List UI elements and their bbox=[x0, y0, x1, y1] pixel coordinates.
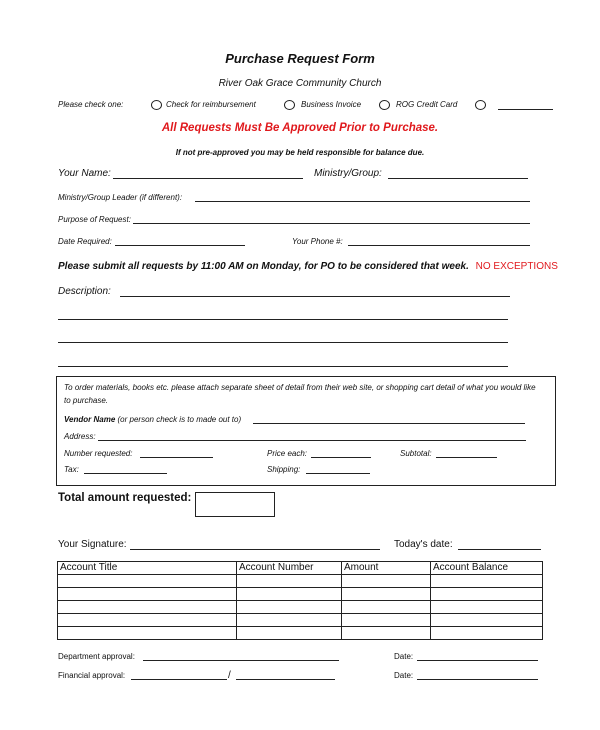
table-cell[interactable] bbox=[58, 614, 237, 627]
department-approval-field[interactable] bbox=[143, 660, 339, 661]
table-cell[interactable] bbox=[342, 575, 431, 588]
table-cell[interactable] bbox=[431, 614, 543, 627]
tax-label: Tax: bbox=[64, 465, 79, 474]
deadline-emphasis: NO EXCEPTIONS bbox=[475, 261, 558, 272]
purpose-label: Purpose of Request: bbox=[58, 215, 131, 224]
your-phone-label: Your Phone #: bbox=[292, 237, 343, 246]
table-cell[interactable] bbox=[342, 614, 431, 627]
table-cell[interactable] bbox=[237, 588, 342, 601]
department-date-label: Date: bbox=[394, 652, 414, 661]
table-cell[interactable] bbox=[58, 627, 237, 640]
table-cell[interactable] bbox=[431, 627, 543, 640]
total-amount-box[interactable] bbox=[195, 492, 275, 517]
vendor-name-bold: Vendor Name bbox=[64, 415, 116, 424]
header-amount: Amount bbox=[342, 562, 431, 575]
radio-credit-card[interactable] bbox=[379, 100, 390, 110]
account-table-header bbox=[58, 562, 543, 575]
financial-approval-separator: / bbox=[228, 670, 231, 681]
table-row bbox=[58, 575, 543, 588]
date-required-label: Date Required: bbox=[58, 237, 112, 246]
financial-approval-field-1[interactable] bbox=[131, 679, 227, 680]
number-requested-field[interactable] bbox=[140, 457, 213, 458]
address-field[interactable] bbox=[98, 440, 526, 441]
vendor-name-rest: (or person check is to made out to) bbox=[115, 415, 242, 424]
description-line-3[interactable] bbox=[58, 342, 508, 343]
financial-date-field[interactable] bbox=[417, 679, 538, 680]
table-cell[interactable] bbox=[58, 601, 237, 614]
leader-field[interactable] bbox=[195, 201, 530, 202]
your-phone-field[interactable] bbox=[348, 245, 530, 246]
table-cell[interactable] bbox=[342, 601, 431, 614]
subtotal-label: Subtotal: bbox=[400, 449, 432, 458]
todays-date-field[interactable] bbox=[458, 549, 541, 550]
address-label: Address: bbox=[64, 432, 96, 441]
description-line-2[interactable] bbox=[58, 319, 508, 320]
table-cell[interactable] bbox=[237, 627, 342, 640]
org-name: River Oak Grace Community Church bbox=[218, 78, 382, 89]
header-account-title: Account Title bbox=[58, 562, 237, 575]
payment-prompt: Please check one: bbox=[58, 100, 124, 109]
table-cell[interactable] bbox=[237, 601, 342, 614]
header-account-balance: Account Balance bbox=[431, 562, 543, 575]
signature-field[interactable] bbox=[130, 549, 380, 550]
your-name-field[interactable] bbox=[113, 178, 303, 179]
vendor-name-field[interactable] bbox=[253, 423, 525, 424]
shipping-field[interactable] bbox=[306, 473, 370, 474]
deadline-line bbox=[58, 261, 558, 272]
shipping-label: Shipping: bbox=[267, 465, 301, 474]
ministry-field[interactable] bbox=[388, 178, 528, 179]
option-business-invoice-label: Business Invoice bbox=[301, 100, 362, 109]
table-cell[interactable] bbox=[342, 588, 431, 601]
option-credit-card-label: ROG Credit Card bbox=[396, 100, 458, 109]
vendor-name-label bbox=[64, 415, 241, 424]
table-row bbox=[58, 627, 543, 640]
your-name-label: Your Name: bbox=[58, 168, 111, 179]
radio-business-invoice[interactable] bbox=[284, 100, 295, 110]
other-option-line[interactable] bbox=[498, 109, 553, 110]
description-line-4[interactable] bbox=[58, 366, 508, 367]
leader-label: Ministry/Group Leader (if different): bbox=[58, 193, 183, 202]
ministry-label: Ministry/Group: bbox=[314, 168, 382, 179]
department-approval-label: Department approval: bbox=[58, 652, 135, 661]
signature-label: Your Signature: bbox=[58, 539, 127, 550]
price-each-field[interactable] bbox=[311, 457, 371, 458]
department-date-field[interactable] bbox=[417, 660, 538, 661]
responsibility-notice: If not pre-approved you may be held responsible for balance due. bbox=[175, 148, 425, 157]
price-each-label: Price each: bbox=[267, 449, 308, 458]
table-cell[interactable] bbox=[237, 614, 342, 627]
approval-notice: All Requests Must Be Approved Prior to Purchase. bbox=[161, 122, 439, 134]
radio-other[interactable] bbox=[475, 100, 486, 110]
financial-approval-label: Financial approval: bbox=[58, 671, 126, 680]
financial-approval-field-2[interactable] bbox=[236, 679, 335, 680]
table-cell[interactable] bbox=[431, 575, 543, 588]
todays-date-label: Today's date: bbox=[394, 539, 453, 550]
table-cell[interactable] bbox=[237, 575, 342, 588]
radio-check-reimbursement[interactable] bbox=[151, 100, 162, 110]
form-title: Purchase Request Form bbox=[225, 51, 375, 66]
table-cell[interactable] bbox=[431, 601, 543, 614]
description-label: Description: bbox=[58, 286, 111, 297]
purpose-field[interactable] bbox=[133, 223, 530, 224]
table-cell[interactable] bbox=[58, 588, 237, 601]
table-cell[interactable] bbox=[58, 575, 237, 588]
account-table bbox=[57, 561, 543, 640]
number-requested-label: Number requested: bbox=[64, 449, 133, 458]
table-row bbox=[58, 588, 543, 601]
header-account-number: Account Number bbox=[237, 562, 342, 575]
financial-date-label: Date: bbox=[394, 671, 414, 680]
total-label: Total amount requested: bbox=[58, 492, 192, 504]
option-check-reimbursement-label: Check for reimbursement bbox=[166, 100, 256, 109]
subtotal-field[interactable] bbox=[436, 457, 497, 458]
table-cell[interactable] bbox=[342, 627, 431, 640]
table-row bbox=[58, 601, 543, 614]
vendor-instructions: To order materials, books etc. please attach separate sheet of detail from their web site, or shopping cart detail of what you would like to purchase. bbox=[64, 383, 536, 405]
deadline-text: Please submit all requests by 11:00 AM on Monday, for PO to be considered that week. bbox=[58, 261, 469, 272]
date-required-field[interactable] bbox=[115, 245, 245, 246]
tax-field[interactable] bbox=[84, 473, 167, 474]
table-row bbox=[58, 614, 543, 627]
description-line-1[interactable] bbox=[120, 296, 510, 297]
table-cell[interactable] bbox=[431, 588, 543, 601]
